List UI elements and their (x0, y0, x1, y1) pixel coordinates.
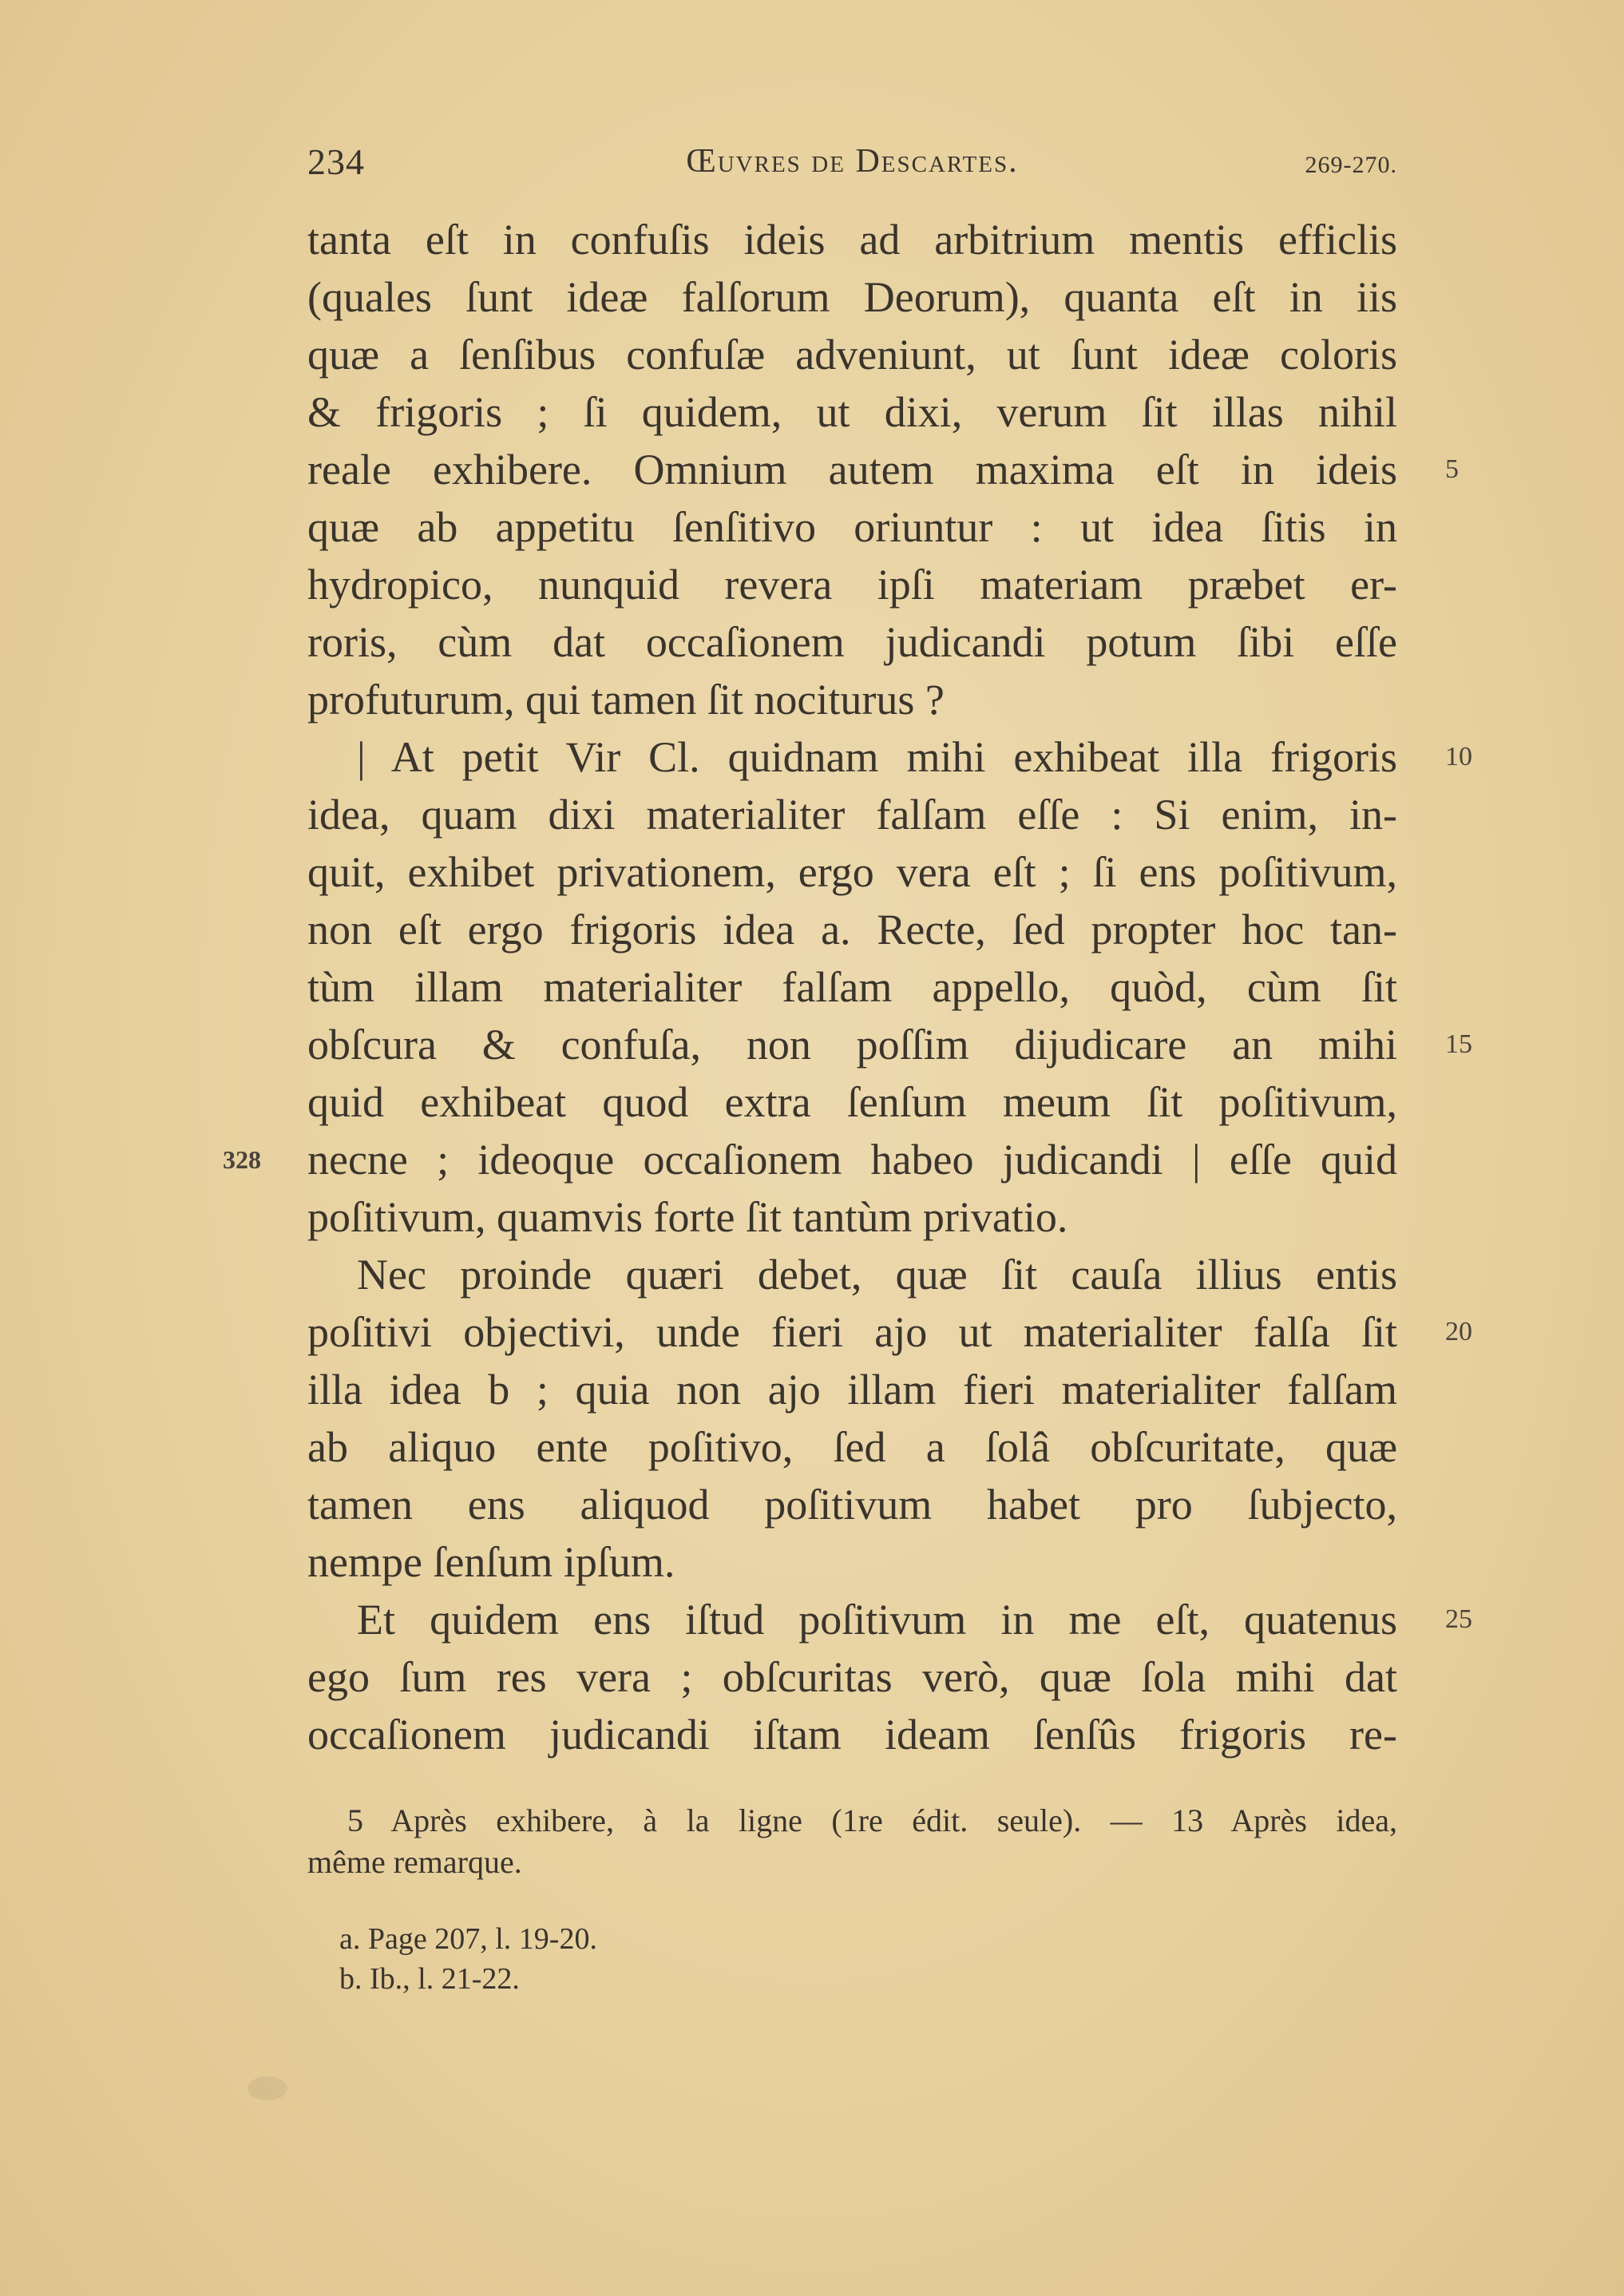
body-text (223, 211, 1472, 1763)
line-number: 10 (1445, 742, 1472, 771)
text-line: ab aliquo ente poſitivo, ſed a ſolâ obſcuritate, quæ (307, 1423, 1397, 1471)
text-line-with-number (307, 1591, 1472, 1648)
line-number: 20 (1445, 1317, 1472, 1346)
text-line-with-marker (223, 1131, 1397, 1188)
footnote-b: b. Ib., l. 21-22. (339, 1962, 520, 1996)
text-line: quid exhibeat quod extra ſenſum meum ſit poſitivum, (307, 1078, 1397, 1126)
apparatus-note: même remarque. (307, 1844, 522, 1880)
original-page-marker: 328 (223, 1145, 261, 1174)
edition-page-range: 269-270. (1305, 152, 1397, 178)
footnotes (339, 1919, 1138, 1999)
footnote-a: a. Page 207, l. 19-20. (339, 1922, 597, 1956)
page-header (307, 141, 1397, 196)
text-line: hydropico, nunquid revera ipſi materiam præbet er- (307, 561, 1397, 609)
text-line: ego ſum res vera ; obſcuritas verò, quæ ſola mihi dat (307, 1653, 1397, 1701)
text-line-content: poſitivi objectivi, unde fieri ajo ut materialiter falſa ſit (307, 1308, 1397, 1356)
text-line: occaſionem judicandi iſtam ideam ſenſûs frigoris re- (307, 1711, 1397, 1759)
text-line-content: Et quidem ens iſtud poſitivum in me eſt, quatenus (357, 1596, 1397, 1644)
text-line: Nec proinde quæri debet, quæ ſit cauſa illius entis (357, 1251, 1397, 1299)
text-line: illa idea b ; quia non ajo illam fieri materialiter falſam (307, 1366, 1397, 1414)
text-line: & frigoris ; ſi quidem, ut dixi, verum ſit illas nihil (307, 388, 1397, 436)
text-line: nempe ſenſum ipſum. (307, 1538, 675, 1586)
text-line: tamen ens aliquod poſitivum habet pro ſubjecto, (307, 1481, 1397, 1529)
text-line-with-number (307, 1016, 1472, 1073)
text-line-with-number (307, 1303, 1472, 1361)
text-line-content: necne ; ideoque occaſionem habeo judicandi | eſſe quid (307, 1136, 1397, 1184)
text-line: non eſt ergo frigoris idea a. Recte, ſed propter hoc tan- (307, 906, 1397, 954)
text-line: profuturum, qui tamen ſit nociturus ? (307, 676, 945, 724)
text-line: quit, exhibet privationem, ergo vera eſt ; ſi ens poſitivum, (307, 848, 1397, 896)
text-line-with-number (307, 441, 1459, 498)
text-line: idea, quam dixi materialiter falſam eſſe : Si enim, in- (307, 791, 1397, 839)
running-title: Œuvres de Descartes. (686, 143, 1019, 180)
paper-stain (248, 2076, 287, 2100)
line-number: 15 (1445, 1029, 1472, 1059)
apparatus-note: 5 Après exhibere, à la ligne (1re édit. seule). — 13 Après idea, (347, 1802, 1397, 1838)
text-line: quæ ab appetitu ſenſitivo oriuntur : ut idea ſitis in (307, 503, 1397, 551)
page-number: 234 (307, 141, 365, 182)
critical-apparatus (307, 1800, 1397, 1883)
text-line: quæ a ſenſibus confuſæ adveniunt, ut ſunt ideæ coloris (307, 331, 1397, 379)
line-number: 5 (1445, 454, 1459, 484)
text-line: tùm illam materialiter falſam appello, quòd, cùm ſit (307, 963, 1397, 1011)
text-line-content: obſcura & confuſa, non poſſim dijudicare an mihi (307, 1021, 1397, 1069)
text-line-content: | At petit Vir Cl. quidnam mihi exhibeat illa frigoris (357, 733, 1397, 781)
text-line-content: reale exhibere. Omnium autem maxima eſt in ideis (307, 446, 1397, 494)
text-line-with-number (307, 728, 1472, 786)
text-line: roris, cùm dat occaſionem judicandi potum ſibi eſſe (307, 618, 1397, 666)
text-line: tanta eſt in confuſis ideis ad arbitrium mentis efficlis (307, 216, 1397, 264)
line-number: 25 (1445, 1604, 1472, 1634)
text-line: poſitivum, quamvis forte ſit tantùm privatio. (307, 1193, 1068, 1241)
text-line: (quales ſunt ideæ falſorum Deorum), quanta eſt in iis (307, 273, 1397, 321)
